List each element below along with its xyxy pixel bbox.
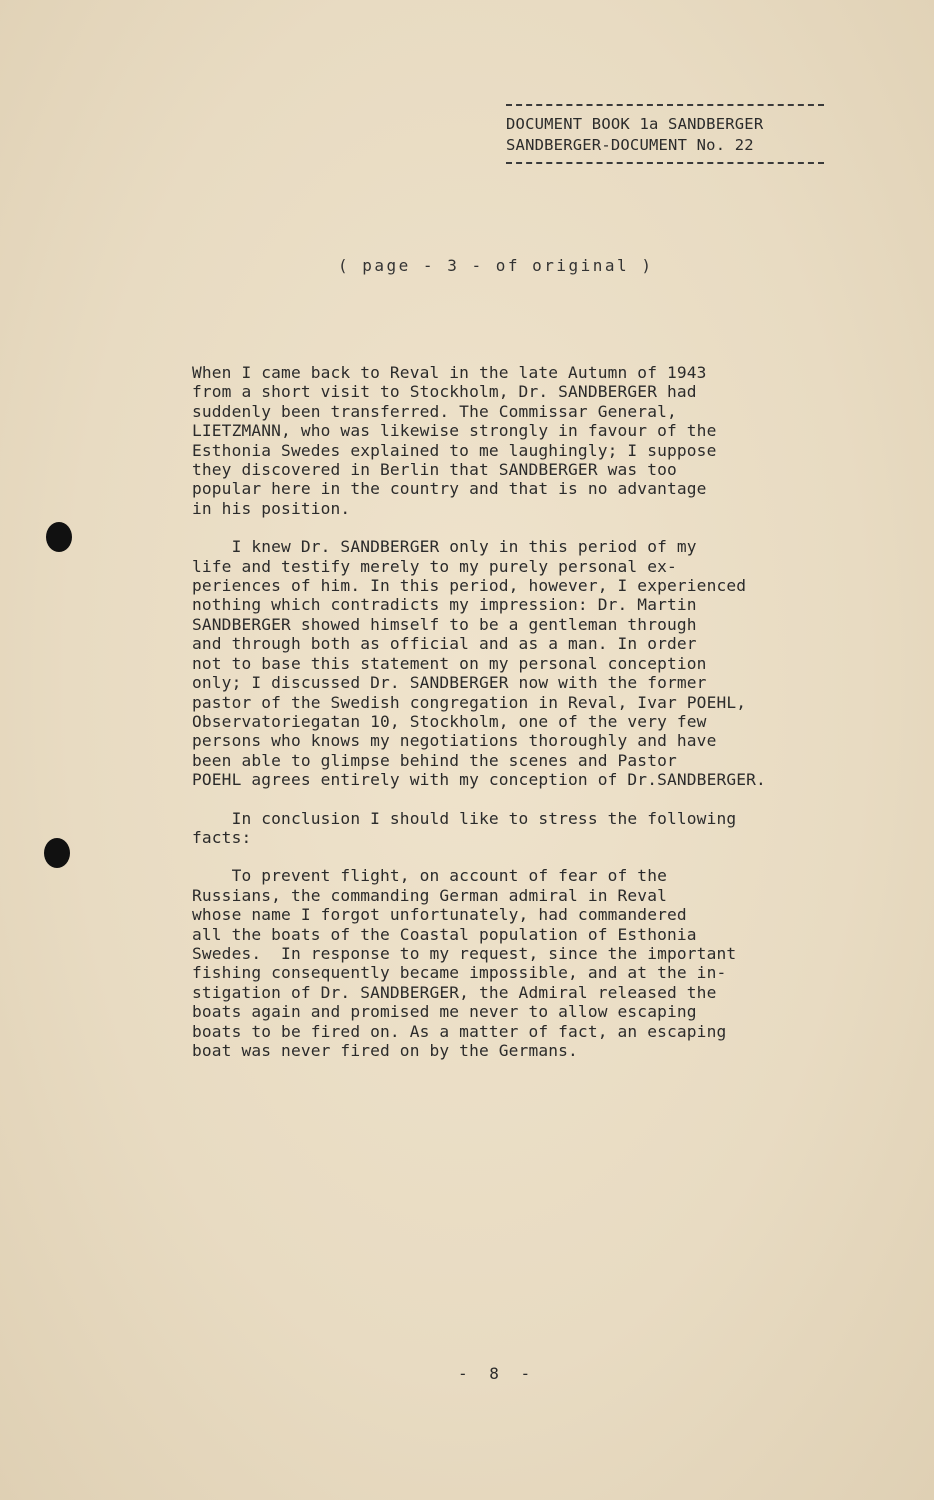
document-number-label: SANDBERGER-DOCUMENT No. 22 <box>506 136 754 154</box>
document-header <box>506 104 828 164</box>
text-line: boats again and promised me never to allow escaping <box>192 1002 697 1022</box>
text-line: in his position. <box>192 498 351 518</box>
text-line: pastor of the Swedish congregation in Reval, Ivar POEHL, <box>192 692 747 712</box>
document-body <box>192 363 882 1079</box>
text-line: suddenly been transferred. The Commissar General, <box>192 401 677 421</box>
text-line: been able to glimpse behind the scenes and Pastor <box>192 750 677 770</box>
text-line: not to base this statement on my personal conception <box>192 653 707 673</box>
text-line: from a short visit to Stockholm, Dr. SANDBERGER had <box>192 382 697 402</box>
text-line: persons who knows my negotiations thoroughly and have <box>192 731 717 751</box>
page-number: - 8 - <box>458 1364 537 1383</box>
text-line: periences of him. In this period, however, I experienced <box>192 576 747 596</box>
text-line: they discovered in Berlin that SANDBERGER was too <box>192 460 677 480</box>
paragraph-return-to-reval <box>192 363 882 518</box>
header-divider-top <box>506 104 824 106</box>
text-line: fishing consequently became impossible, and at the in- <box>192 963 727 983</box>
punch-hole <box>46 522 72 552</box>
text-line: In conclusion I should like to stress the following <box>192 808 737 828</box>
text-line: SANDBERGER showed himself to be a gentleman through <box>192 614 697 634</box>
text-line: Esthonia Swedes explained to me laughingly; I suppose <box>192 440 717 460</box>
text-line: and through both as official and as a man. In order <box>192 634 697 654</box>
text-line: To prevent flight, on account of fear of the <box>192 866 667 886</box>
text-line: nothing which contradicts my impression: Dr. Martin <box>192 595 697 615</box>
header-divider-bottom <box>506 162 824 164</box>
text-line: facts: <box>192 827 252 847</box>
text-line: only; I discussed Dr. SANDBERGER now with the former <box>192 673 707 693</box>
text-line: all the boats of the Coastal population of Esthonia <box>192 924 697 944</box>
text-line: stigation of Dr. SANDBERGER, the Admiral released the <box>192 982 717 1002</box>
text-line: When I came back to Reval in the late Autumn of 1943 <box>192 363 707 382</box>
text-line: POEHL agrees entirely with my conception of Dr.SANDBERGER. <box>192 770 766 790</box>
text-line: whose name I forgot unfortunately, had commandered <box>192 905 687 925</box>
text-line: life and testify merely to my purely personal ex- <box>192 556 677 576</box>
paragraph-boats-facts <box>192 866 882 1060</box>
original-page-reference: ( page - 3 - of original ) <box>338 256 654 275</box>
punch-hole <box>44 838 70 868</box>
text-line: I knew Dr. SANDBERGER only in this period of my <box>192 537 697 557</box>
text-line: LIETZMANN, who was likewise strongly in favour of the <box>192 421 717 441</box>
text-line: Observatoriegatan 10, Stockholm, one of the very few <box>192 711 707 731</box>
text-line: Russians, the commanding German admiral in Reval <box>192 885 667 905</box>
paragraph-conclusion-intro <box>192 809 882 848</box>
document-book-label: DOCUMENT BOOK 1a SANDBERGER <box>506 115 764 133</box>
text-line: Swedes. In response to my request, since the important <box>192 943 737 963</box>
text-line: popular here in the country and that is no advantage <box>192 479 707 499</box>
paragraph-personal-experience <box>192 537 882 789</box>
text-line: boat was never fired on by the Germans. <box>192 1041 578 1060</box>
text-line: boats to be fired on. As a matter of fact, an escaping <box>192 1021 727 1041</box>
